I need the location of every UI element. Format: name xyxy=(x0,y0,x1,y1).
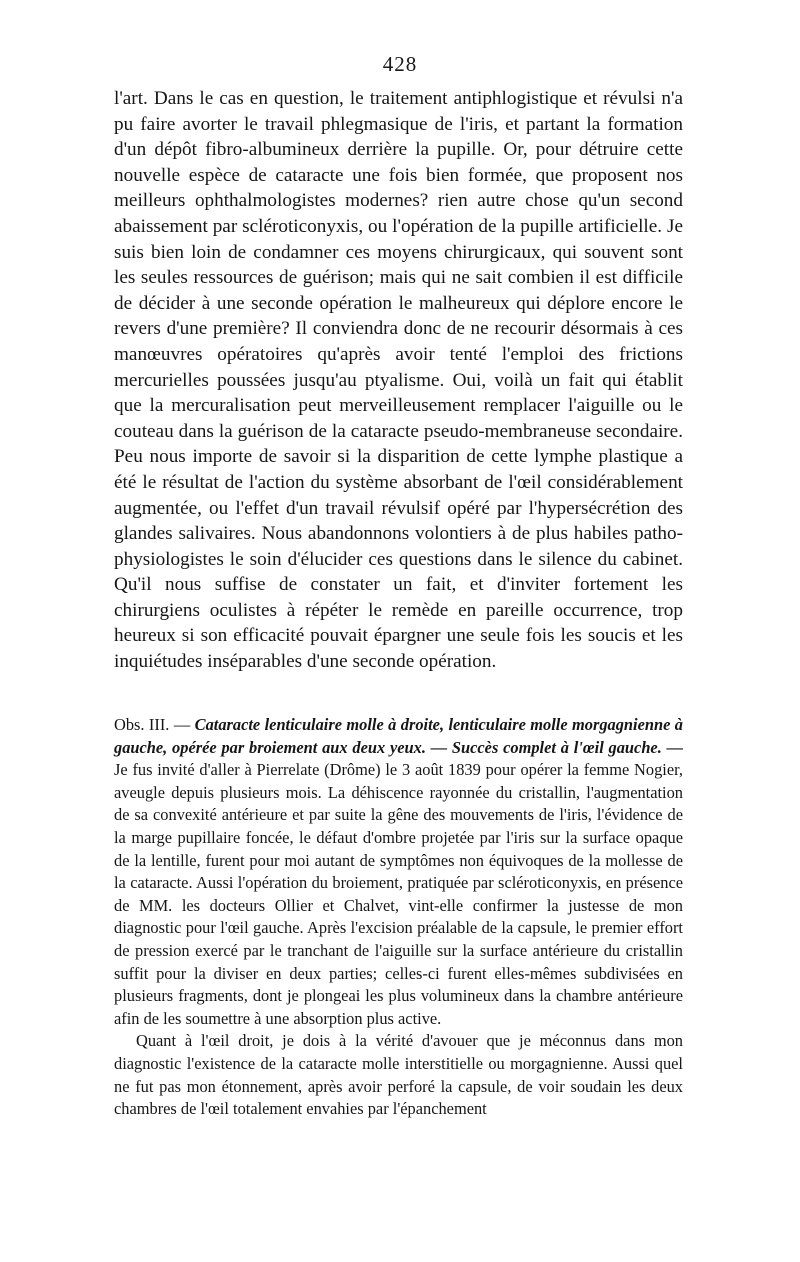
observation-body: Je fus invité d'aller à Pierrelate (Drôme) le 3 août 1839 pour opérer la femme Nogier, aveugle depuis plusieurs mois. La déhiscence rayonnée du cristallin, l'augmentation de sa convexité antérieure et par suite la gêne des mouvements de l'iris, l'évidence de la marge pupillaire foncée, le défaut d'ombre projetée par l'iris sur la surface opaque de la lentille, furent pour moi autant de symptômes non équivoques de la mollesse de la cataracte. Aussi l'opération du broiement, pratiquée par scléroticonyxis, en présence de MM. les docteurs Ollier et Chalvet, vint-elle confirmer la justesse de mon diagnostic pour l'œil gauche. Après l'excision préalable de la capsule, le premier effort de pression exercé par le tranchant de l'aiguille sur la surface antérieure du cristallin suffit pour la diviser en deux parties; celles-ci furent elles-mêmes subdivisées en plusieurs fragments, dont je plongeai les plus volumineux dans la chambre antérieure afin de les soumettre à une absorption plus active. xyxy=(114,760,683,1028)
observation-section xyxy=(114,714,683,1121)
observation-paragraph xyxy=(114,714,683,1030)
main-paragraph: l'art. Dans le cas en question, le traitement antiphlogistique et révulsi n'a pu faire avorter le travail phlegmasique de l'iris, et partant la formation d'un dépôt fibro-albumineux derrière la pupille. Or, pour détruire cette nouvelle espèce de cataracte une fois bien formée, que proposent nos meilleurs ophthalmologistes modernes? rien autre chose qu'un second abaissement par scléroticonyxis, ou l'opération de la pupille artificielle. Je suis bien loin de condamner ces moyens chirurgicaux, qui souvent sont les seules ressources de guérison; mais qui ne sait combien il est difficile de décider à une seconde opération le malheureux qui déplore encore le revers d'une première? Il conviendra donc de ne recourir désormais à ces manœuvres opératoires qu'après avoir tenté l'emploi des frictions mercurielles poussées jusqu'au ptyalisme. Oui, voilà un fait qui établit que la mercuralisation peut merveilleusement remplacer l'aiguille ou le couteau dans la guérison de la cataracte pseudo-membraneuse secondaire. Peu nous importe de savoir si la disparition de cette lymphe plastique a été le résultat de l'action du système absorbant de l'œil considérablement augmentée, ou l'effet d'un travail révulsif opéré par l'hypersécrétion des glandes salivaires. Nous abandonnons volontiers à de plus habiles patho-physiologistes le soin d'élucider ces questions dans le silence du cabinet. Qu'il nous suffise de constater un fait, et d'inviter fortement les chirurgiens oculistes à répéter le remède en pareille occurrence, trop heureux si son efficacité pouvait épargner une seule fois les soucis et les inquiétudes inséparables d'une seconde opération. xyxy=(114,88,683,673)
observation-label: Obs. III. — xyxy=(114,715,195,734)
page-number: 428 xyxy=(382,52,418,76)
main-text-block xyxy=(114,86,683,675)
observation-title: Cataracte lenticulaire molle à droite, lenticulaire molle morgagnienne à gauche, opérée par broiement aux deux yeux. — Succès complet à l'œil gauche. — xyxy=(114,715,683,757)
observation-paragraph-2: Quant à l'œil droit, je dois à la vérité d'avouer que je méconnus dans mon diagnostic l'existence de la cataracte molle interstitielle ou morgagnienne. Aussi quel ne fut pas mon étonnement, après avoir perforé la capsule, de voir soudain les deux chambres de l'œil totalement envahies par l'épanchement xyxy=(114,1031,683,1119)
